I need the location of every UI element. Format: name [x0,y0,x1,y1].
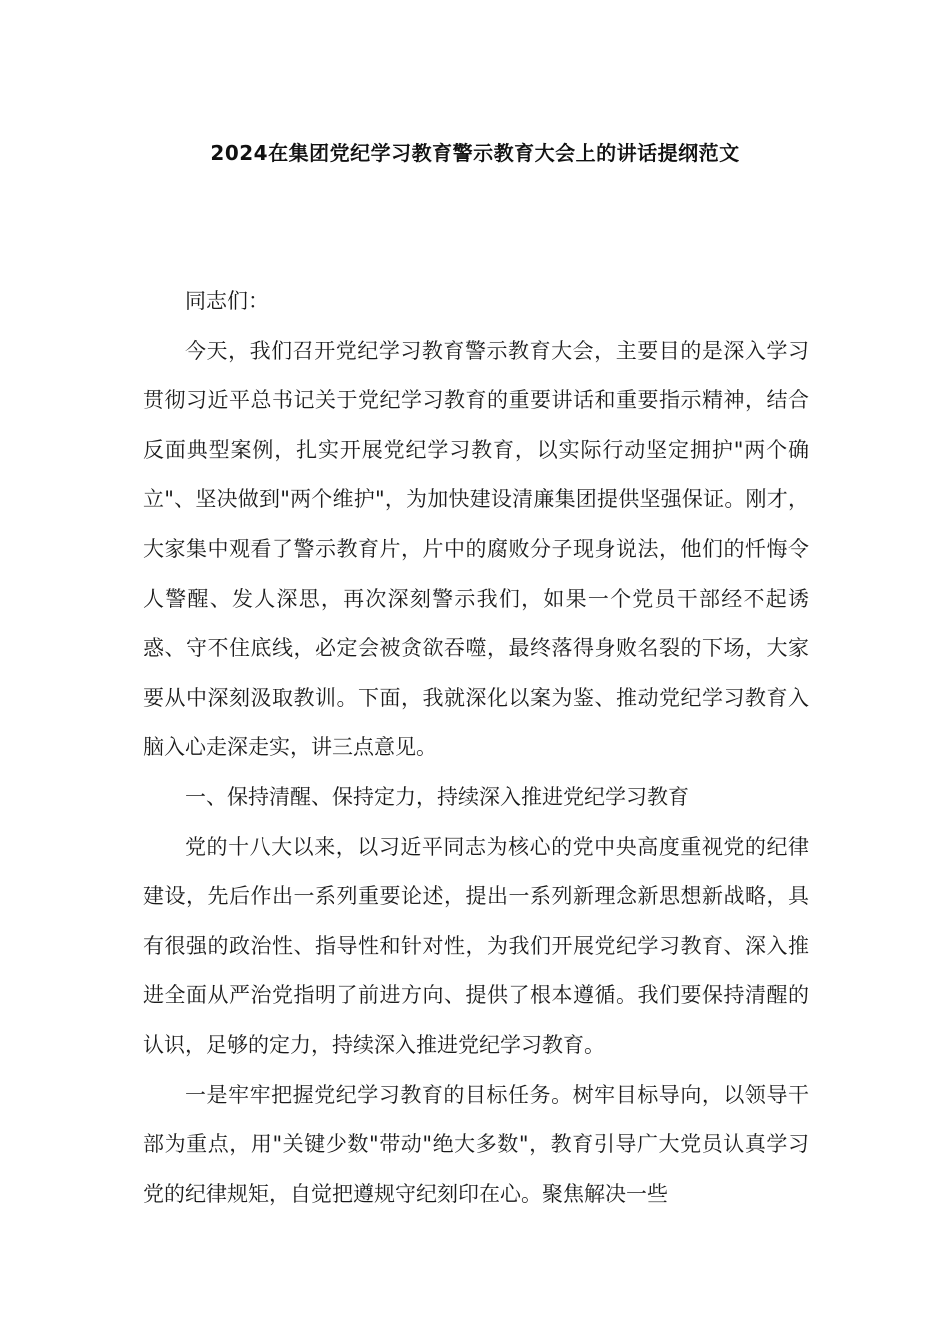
intro-paragraph: 今天，我们召开党纪学习教育警示教育大会，主要目的是深入学习贯彻习近平总书记关于党纪学习教育的重要讲话和重要指示精神，结合反面典型案例，扎实开展党纪学习教育，以实际行动坚定拥护"两个确立"、坚决做到"两个维护"，为加快建设清廉集团提供坚强保证。刚才，大家集中观看了警示教育片，片中的腐败分子现身说法，他们的忏悔令人警醒、发人深思，再次深刻警示我们，如果一个党员干部经不起诱惑、守不住底线，必定会被贪欲吞噬，最终落得身败名裂的下场，大家要从中深刻汲取教训。下面，我就深化以案为鉴、推动党纪学习教育入脑入心走深走实，讲三点意见。 [143,338,809,760]
document-title: 2024在集团党纪学习教育警示教育大会上的讲话提纲范文 [210,141,740,165]
section-1-paragraph: 党的十八大以来，以习近平同志为核心的党中央高度重视党的纪律建设，先后作出一系列重要论述，提出一系列新理念新思想新战略，具有很强的政治性、指导性和针对性，为我们开展党纪学习教育、深入推进全面从严治党指明了前进方向、提供了根本遵循。我们要保持清醒的认识，足够的定力，持续深入推进党纪学习教育。 [143,834,809,1057]
document-body [143,277,809,1219]
salutation-paragraph: 同志们： [185,289,269,313]
section-heading-1: 一、保持清醒、保持定力，持续深入推进党纪学习教育 [185,784,689,809]
point-1-paragraph: 一是牢牢把握党纪学习教育的目标任务。树牢目标导向，以领导干部为重点，用"关键少数"带动"绝大多数"，教育引导广大党员认真学习党的纪律规矩，自觉把遵规守纪刻印在心。聚焦解决一些 [143,1082,809,1206]
